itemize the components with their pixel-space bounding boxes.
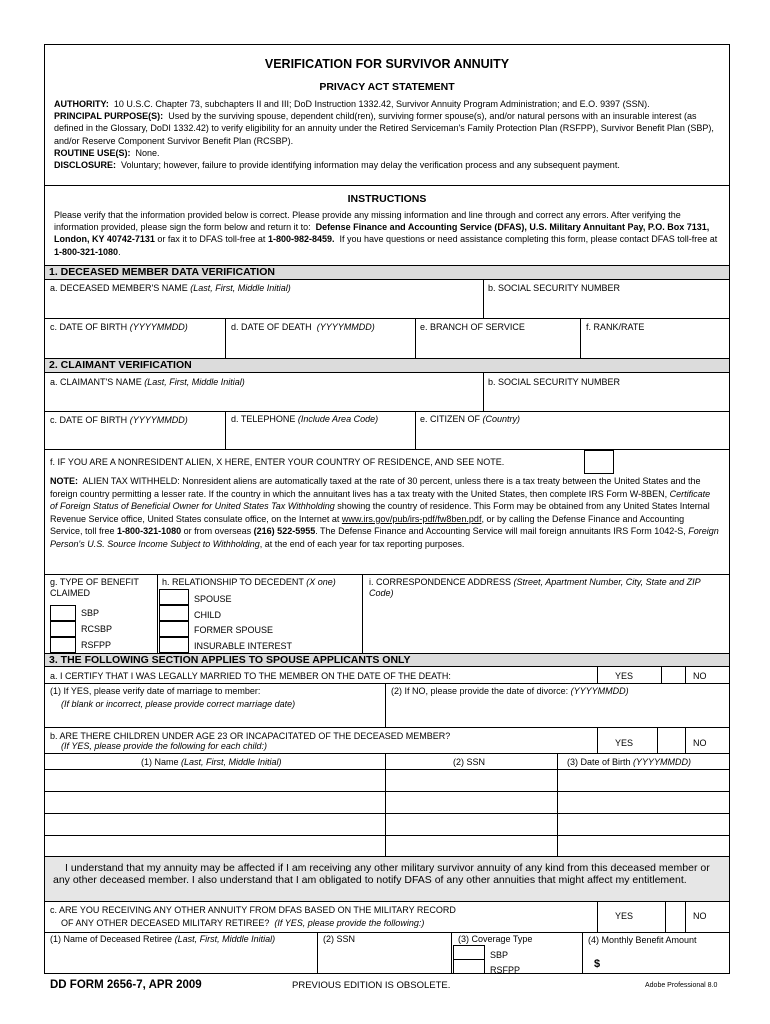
other-annuity-yes-label: YES — [615, 911, 634, 921]
form-number: DD FORM 2656-7, APR 2009 — [50, 979, 202, 991]
form-page — [44, 44, 730, 974]
retiree-ssn-field[interactable] — [323, 947, 447, 971]
divorce-date-field[interactable] — [391, 699, 721, 725]
children-no-checkbox[interactable] — [658, 728, 684, 752]
rcsbp-checkbox[interactable] — [50, 621, 76, 637]
children-label: b. ARE THERE CHILDREN UNDER AGE 23 OR INCAPACITATED OF THE DECEASED MEMBER? — [50, 731, 451, 741]
child-row-1-ssn[interactable] — [386, 770, 556, 790]
child-name-col-label: (1) Name (Last, First, Middle Initial) — [141, 757, 282, 767]
married-no-label: NO — [693, 671, 707, 681]
child-checkbox[interactable] — [159, 605, 189, 621]
spouse-checkbox[interactable] — [159, 589, 189, 605]
married-yes-label: YES — [615, 671, 634, 681]
children-no-label: NO — [693, 738, 707, 748]
residence-country-field[interactable] — [617, 453, 723, 471]
child-row-3-name[interactable] — [45, 814, 384, 834]
child-row-2-name[interactable] — [45, 792, 384, 812]
marriage-date-label: (1) If YES, please verify date of marriage to member: — [50, 686, 261, 696]
coverage-sbp-label: SBP — [490, 950, 509, 960]
benefit-type-label: g. TYPE OF BENEFIT CLAIMED — [50, 577, 139, 598]
retiree-name-field[interactable] — [50, 947, 312, 971]
claimant-ssn-label: b. SOCIAL SECURITY NUMBER — [488, 377, 621, 387]
section3-heading: 3. THE FOLLOWING SECTION APPLIES TO SPOUSE APPLICANTS ONLY — [45, 653, 729, 667]
software-version: Adobe Professional 8.0 — [645, 982, 718, 989]
claimant-name-label: a. CLAIMANT'S NAME (Last, First, Middle Initial) — [50, 377, 245, 387]
relationship-spouse-label: SPOUSE — [194, 594, 232, 604]
divorce-date-label: (2) If NO, please provide the date of divorce: (YYYYMMDD) — [391, 686, 629, 696]
sbp-checkbox[interactable] — [50, 605, 76, 621]
benefit-rsfpp-label: RSFPP — [81, 640, 112, 650]
marriage-date-hint: (If blank or incorrect, please provide correct marriage date) — [61, 699, 296, 709]
child-row-1-dob[interactable] — [558, 770, 728, 790]
married-yes-checkbox[interactable] — [598, 668, 660, 682]
branch-field[interactable] — [420, 334, 575, 356]
other-annuity-no-label: NO — [693, 911, 707, 921]
privacy-statement: AUTHORITY: 10 U.S.C. Chapter 73, subchapters II and III; DoD Instruction 1332.42, Survivor Annuity Program Administration; and E.O. 9397 (SSN). PRINCIPAL PURPOSE(S): Used by the surviving spouse, dependent child(ren), surviving former spouse(s), and/or natural persons with an insurable interest (as defined in the Glossary, DoDI 1332.42) to verify eligibility for an annuity under the Retired Serviceman's Family Protection Plan (RSFPP), Survivor Benefit Plan (SBP), and/or Reserve Component Survivor Benefit Plan (RCSBP). ROUTINE USE(S): None. DISCLOSURE: Voluntary; however, failure to provide identifying information may delay the verification process and any subsequent payment. — [54, 99, 714, 171]
other-annuity-label-2: OF ANY OTHER DECEASED MILITARY RETIREE? (If YES, please provide the following:) — [61, 918, 425, 928]
monthly-benefit-field[interactable] — [605, 949, 723, 971]
children-hint: (If YES, please provide the following for each child:) — [61, 741, 267, 751]
claimant-ssn-field[interactable] — [488, 389, 723, 411]
telephone-field[interactable] — [231, 427, 409, 447]
coverage-rsfpp-label: RSFPP — [490, 965, 521, 975]
relationship-label: h. RELATIONSHIP TO DECEDENT (X one) — [162, 577, 336, 587]
coverage-rsfpp-checkbox[interactable] — [453, 959, 485, 974]
married-cert-label: a. I CERTIFY THAT I WAS LEGALLY MARRIED TO THE MEMBER ON THE DATE OF THE DEATH: — [50, 671, 451, 681]
branch-label: e. BRANCH OF SERVICE — [420, 322, 525, 332]
obsolete-notice: PREVIOUS EDITION IS OBSOLETE. — [292, 980, 451, 991]
benefit-rcsbp-label: RCSBP — [81, 624, 113, 634]
married-no-checkbox[interactable] — [662, 668, 684, 682]
other-annuity-no-checkbox[interactable] — [666, 902, 684, 931]
child-row-1-name[interactable] — [45, 770, 384, 790]
instructions-text: Please verify that the information provided below is correct. Please provide any missing information and line through and correct any errors. After verifying the information provided, please sign the form below and return it to: Defense Finance and Accounting Service (DFAS), U.S. Military Annuitant Pay, P.O. Box 7131, London, KY 40742-7131 or fax it to DFAS toll-free at 1-800-982-8459. If you have questions or need assistance completing this form, please contact DFAS toll-free at 1-800-321-1080. — [54, 210, 718, 257]
retiree-ssn-label: (2) SSN — [323, 934, 356, 944]
other-annuity-yes-checkbox[interactable] — [598, 902, 664, 931]
claimant-name-field[interactable] — [50, 389, 480, 411]
irs-form-link[interactable]: www.irs.gov/pub/irs-pdf/fw8ben.pdf — [341, 513, 482, 524]
coverage-type-label: (3) Coverage Type — [458, 934, 533, 944]
address-field[interactable] — [369, 603, 721, 651]
child-ssn-col-label: (2) SSN — [453, 757, 486, 767]
marriage-date-field[interactable] — [50, 711, 380, 725]
section2-heading: 2. CLAIMANT VERIFICATION — [45, 358, 729, 373]
claimant-dob-label: c. DATE OF BIRTH (YYYYMMDD) — [50, 415, 188, 425]
former-spouse-checkbox[interactable] — [159, 621, 189, 637]
child-row-3-dob[interactable] — [558, 814, 728, 834]
address-label: i. CORRESPONDENCE ADDRESS (Street, Apartment Number, City, State and ZIP Code) — [369, 577, 701, 598]
deceased-ssn-field[interactable] — [488, 295, 723, 317]
deceased-name-label: a. DECEASED MEMBER'S NAME (Last, First, Middle Initial) — [50, 283, 291, 293]
child-row-4-ssn[interactable] — [386, 836, 556, 855]
other-annuity-label: c. ARE YOU RECEIVING ANY OTHER ANNUITY FROM DFAS BASED ON THE MILITARY RECORD — [50, 905, 456, 915]
deceased-dod-label: d. DATE OF DEATH (YYYYMMDD) — [231, 322, 375, 332]
instructions-heading: INSTRUCTIONS — [347, 193, 427, 205]
telephone-label: d. TELEPHONE (Include Area Code) — [231, 414, 379, 424]
rank-label: f. RANK/RATE — [586, 322, 645, 332]
form-title: VERIFICATION FOR SURVIVOR ANNUITY — [264, 57, 510, 71]
insurable-interest-checkbox[interactable] — [159, 637, 189, 653]
citizen-field[interactable] — [420, 427, 723, 447]
deceased-dob-label: c. DATE OF BIRTH (YYYYMMDD) — [50, 322, 188, 332]
rsfpp-checkbox[interactable] — [50, 637, 76, 653]
child-row-4-name[interactable] — [45, 836, 384, 855]
alien-tax-note: NOTE: ALIEN TAX WITHHELD: Nonresident aliens are automatically taxed at the rate of 30 percent, unless there is a tax treaty between the United States and the foreign country permitting a lesser rate. If the country in which the annuitant lives has a tax treaty with the United States, then complete IRS Form W-8BEN, Certificate of Foreign Status of Beneficial Owner for United States Tax Withholding showing the country of residence. This Form may be obtained from any United States Internal Revenue Service office, United States consulate office, on the Internet at www.irs.gov/pub/irs-pdf/fw8ben.pdf, or by calling the Defense Finance and Accounting Service, toll free 1-800-321-1080 or from overseas (216) 522-5955. The Defense Finance and Accounting Service will mail foreign annuitants IRS Form 1042-S, Foreign Person's U.S. Source Income Subject to Withholding, at the end of each year for tax reporting purposes. — [50, 476, 719, 549]
benefit-sbp-label: SBP — [81, 608, 100, 618]
deceased-ssn-label: b. SOCIAL SECURITY NUMBER — [488, 283, 621, 293]
children-yes-label: YES — [615, 738, 634, 748]
section1-heading: 1. DECEASED MEMBER DATA VERIFICATION — [45, 265, 729, 280]
relationship-insurable-label: INSURABLE INTEREST — [194, 641, 293, 651]
deceased-dob-field[interactable] — [50, 334, 220, 356]
dollar-sign: $ — [594, 958, 601, 970]
relationship-former-spouse-label: FORMER SPOUSE — [194, 625, 274, 635]
claimant-dob-field[interactable] — [50, 427, 220, 447]
child-row-4-dob[interactable] — [558, 836, 728, 855]
children-yes-checkbox[interactable] — [598, 728, 656, 752]
child-row-2-ssn[interactable] — [386, 792, 556, 812]
child-row-2-dob[interactable] — [558, 792, 728, 812]
nonresident-checkbox[interactable] — [584, 450, 614, 474]
retiree-name-label: (1) Name of Deceased Retiree (Last, First, Middle Initial) — [50, 934, 276, 944]
annuity-acknowledgement: I understand that my annuity may be affected if I am receiving any other military survivor annuity of any kind from this deceased member or any other deceased member. I also understand that I am obligated to notify DFAS of any other annuities that might affect my entitlement. — [53, 862, 710, 886]
privacy-heading: PRIVACY ACT STATEMENT — [319, 81, 455, 93]
deceased-name-field[interactable] — [50, 295, 480, 319]
nonresident-label: f. IF YOU ARE A NONRESIDENT ALIEN, X HERE, ENTER YOUR COUNTRY OF RESIDENCE, AND SEE NOTE. — [50, 457, 505, 467]
child-row-3-ssn[interactable] — [386, 814, 556, 834]
child-dob-col-label: (3) Date of Birth (YYYYMMDD) — [567, 757, 692, 767]
citizen-label: e. CITIZEN OF (Country) — [420, 414, 521, 424]
rank-field[interactable] — [586, 334, 724, 356]
deceased-dod-field[interactable] — [231, 334, 409, 356]
monthly-benefit-label: (4) Monthly Benefit Amount — [588, 935, 697, 945]
relationship-child-label: CHILD — [194, 610, 222, 620]
